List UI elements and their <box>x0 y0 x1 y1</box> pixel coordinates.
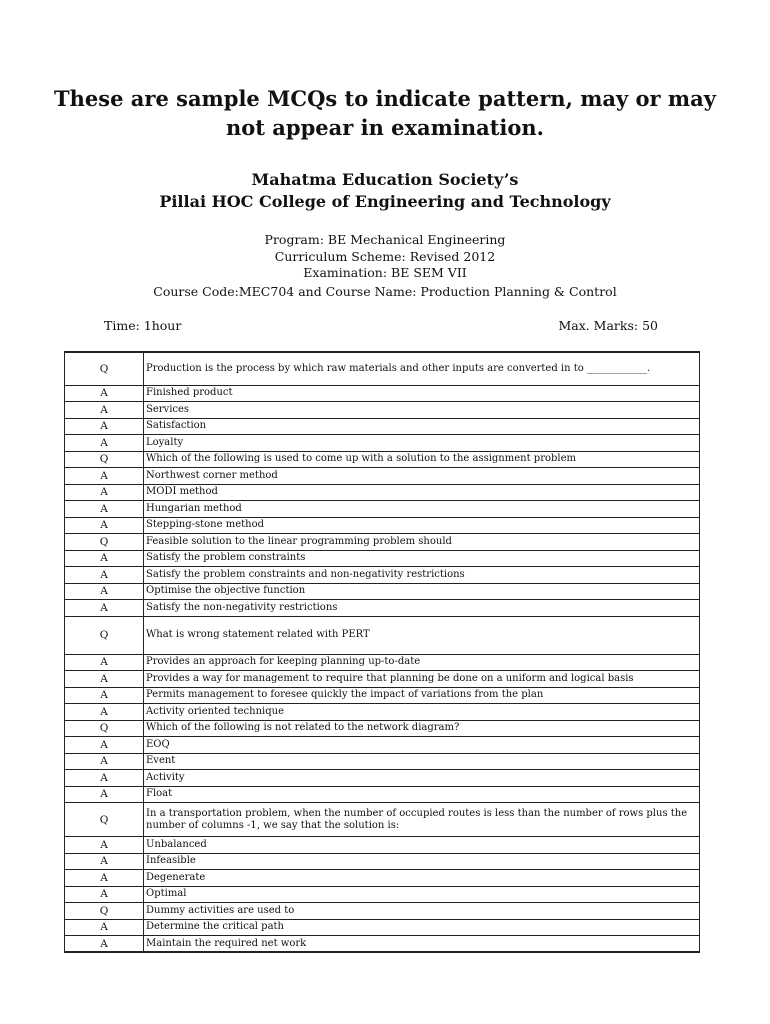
table-row <box>65 886 700 903</box>
table-row <box>65 687 700 704</box>
row-text: Float <box>144 786 700 803</box>
max-marks-label: Max. Marks: 50 <box>558 318 658 333</box>
table-row <box>65 418 700 435</box>
row-text: Degenerate <box>144 870 700 887</box>
row-type: A <box>65 837 144 854</box>
row-text: Provides an approach for keeping planning up-to-date <box>144 654 700 671</box>
table-row <box>65 616 700 654</box>
row-text: Loyalty <box>144 435 700 452</box>
row-text: Infeasible <box>144 853 700 870</box>
table-row <box>65 583 700 600</box>
page-heading: These are sample MCQs to indicate pattern, may or may not appear in examination. <box>54 86 716 140</box>
table-row <box>65 550 700 567</box>
row-type: A <box>65 853 144 870</box>
row-text: Satisfy the problem constraints and non-negativity restrictions <box>144 567 700 584</box>
row-text: Services <box>144 402 700 419</box>
row-type: A <box>65 402 144 419</box>
course-line: Course Code:MEC704 and Course Name: Production Planning & Control <box>153 284 617 299</box>
table-row <box>65 671 700 688</box>
row-text: Satisfaction <box>144 418 700 435</box>
table-row <box>65 402 700 419</box>
row-type: A <box>65 936 144 953</box>
row-type: A <box>65 786 144 803</box>
row-type: Q <box>65 803 144 837</box>
program-line: Program: BE Mechanical Engineering <box>264 232 506 247</box>
row-type: Q <box>65 534 144 551</box>
row-type: A <box>65 385 144 402</box>
table-row <box>65 770 700 787</box>
table-row <box>65 501 700 518</box>
row-text: Satisfy the non-negativity restrictions <box>144 600 700 617</box>
row-type: A <box>65 654 144 671</box>
row-type: A <box>65 517 144 534</box>
row-text: Maintain the required net work <box>144 936 700 953</box>
row-text: Activity oriented technique <box>144 704 700 721</box>
table-row <box>65 484 700 501</box>
row-type: A <box>65 753 144 770</box>
row-text: Which of the following is not related to the network diagram? <box>144 720 700 737</box>
table-row <box>65 753 700 770</box>
row-text: Dummy activities are used to <box>144 903 700 920</box>
row-text: Optimise the objective function <box>144 583 700 600</box>
row-type: Q <box>65 720 144 737</box>
table-row <box>65 837 700 854</box>
row-text: Optimal <box>144 886 700 903</box>
row-text: Unbalanced <box>144 837 700 854</box>
row-text: Feasible solution to the linear programming problem should <box>144 534 700 551</box>
table-row <box>65 704 700 721</box>
row-text: Determine the critical path <box>144 919 700 936</box>
row-type: Q <box>65 451 144 468</box>
mcq-table <box>64 351 700 953</box>
table-row <box>65 720 700 737</box>
row-text: Production is the process by which raw materials and other inputs are converted in to ____________. <box>144 352 700 385</box>
row-type: A <box>65 484 144 501</box>
scheme-line: Curriculum Scheme: Revised 2012 <box>274 249 496 264</box>
row-text: What is wrong statement related with PERT <box>144 616 700 654</box>
table-row <box>65 600 700 617</box>
row-type: A <box>65 671 144 688</box>
row-type: A <box>65 468 144 485</box>
table-row <box>65 352 700 385</box>
table-row <box>65 853 700 870</box>
row-type: A <box>65 687 144 704</box>
table-row <box>65 903 700 920</box>
row-text: Satisfy the problem constraints <box>144 550 700 567</box>
time-label: Time: 1hour <box>104 318 182 333</box>
institution-name: Mahatma Education Society’s <box>251 170 519 189</box>
row-type: A <box>65 435 144 452</box>
row-text: Stepping-stone method <box>144 517 700 534</box>
row-type: A <box>65 886 144 903</box>
table-row <box>65 468 700 485</box>
table-row <box>65 870 700 887</box>
row-type: A <box>65 870 144 887</box>
table-row <box>65 936 700 953</box>
table-row <box>65 737 700 754</box>
table-row <box>65 786 700 803</box>
row-type: A <box>65 600 144 617</box>
table-row <box>65 803 700 837</box>
row-text: Finished product <box>144 385 700 402</box>
row-text: Activity <box>144 770 700 787</box>
row-text: Northwest corner method <box>144 468 700 485</box>
row-type: Q <box>65 352 144 385</box>
row-text: Hungarian method <box>144 501 700 518</box>
row-type: A <box>65 567 144 584</box>
row-type: A <box>65 550 144 567</box>
row-text: MODI method <box>144 484 700 501</box>
row-type: A <box>65 704 144 721</box>
row-text: Provides a way for management to require that planning be done on a uniform and logical basis <box>144 671 700 688</box>
examination-line: Examination: BE SEM VII <box>303 265 467 280</box>
row-text: In a transportation problem, when the number of occupied routes is less than the number of rows plus the number of columns -1, we say that the solution is: <box>144 803 700 837</box>
row-type: A <box>65 770 144 787</box>
row-type: Q <box>65 616 144 654</box>
row-text: Event <box>144 753 700 770</box>
row-text: Permits management to foresee quickly the impact of variations from the plan <box>144 687 700 704</box>
row-type: Q <box>65 903 144 920</box>
table-row <box>65 654 700 671</box>
table-row <box>65 567 700 584</box>
college-name: Pillai HOC College of Engineering and Technology <box>159 192 611 211</box>
row-text: Which of the following is used to come up with a solution to the assignment problem <box>144 451 700 468</box>
table-row <box>65 451 700 468</box>
table-row <box>65 435 700 452</box>
row-text: EOQ <box>144 737 700 754</box>
table-row <box>65 385 700 402</box>
table-row <box>65 534 700 551</box>
row-type: A <box>65 583 144 600</box>
row-type: A <box>65 501 144 518</box>
row-type: A <box>65 418 144 435</box>
table-row <box>65 517 700 534</box>
row-type: A <box>65 737 144 754</box>
row-type: A <box>65 919 144 936</box>
table-row <box>65 919 700 936</box>
